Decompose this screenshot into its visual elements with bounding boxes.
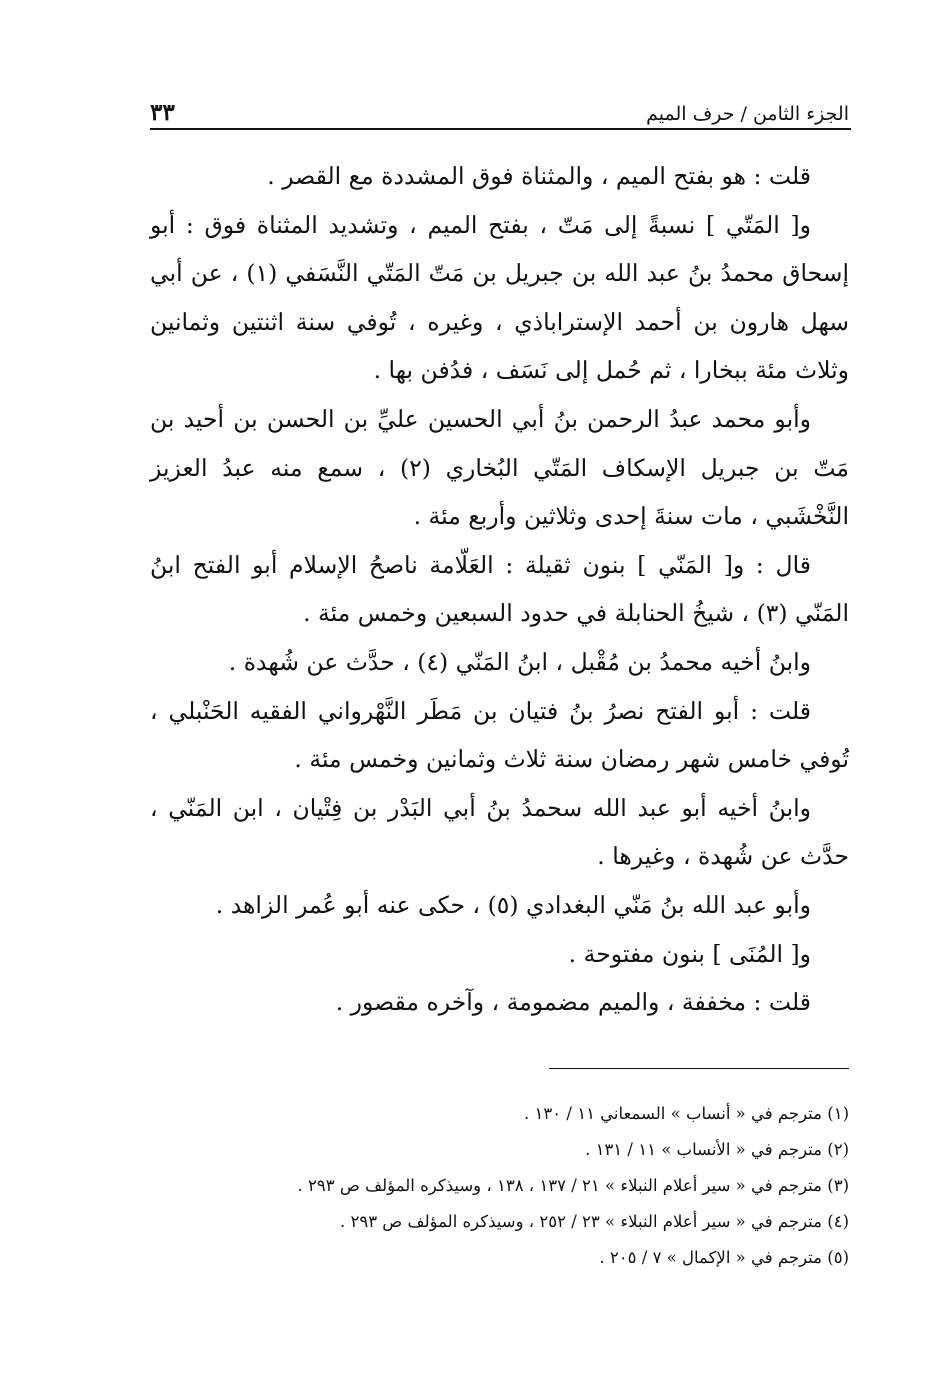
footnote-2: (٢) مترجم في « الأنساب » ١١ / ١٣١ . — [585, 1140, 849, 1159]
paragraph-6: قلت : أبو الفتح نصرُ بنُ فتيان بن مَطَر النَّهْرواني الفقيه الحَنْبلي ، تُوفي خامس شهر رمضان سنة ثلاث وثمانين وخمس مئة . — [150, 696, 849, 774]
footnotes — [150, 1096, 849, 1276]
paragraph-3: وأبو محمد عبدُ الرحمن بنُ أبي الحسين عليِّ بن الحسن بن أحيد بن مَتّ بن جبريل الإسكاف المَتّي البُخاري (٢) ، سمع منه عبدُ العزيز النَّخْشَبي ، مات سنةَ إحدى وثلاثين وأربع مئة . — [150, 404, 849, 531]
paragraph-7: وابنُ أخيه أبو عبد الله سحمدُ بنُ أبي البَدْر بن فِتْيان ، ابن المَنّي ، حدَّث عن شُهدة ، وغيرها . — [150, 793, 849, 871]
paragraph-5: وابنُ أخيه محمدُ بن مُقْبل ، ابنُ المَنّي (٤) ، حدَّث عن شُهدة . — [228, 647, 811, 676]
paragraph-4: قال : و[ المَنّي ] بنون ثقيلة : العَلّامة ناصحُ الإسلام أبو الفتح ابنُ المَنّي (٣) ، شيخُ الحنابلة في حدود السبعين وخمس مئة . — [150, 550, 849, 628]
page-number: ٣٣ — [150, 99, 175, 126]
header-rule — [150, 128, 851, 130]
footnote-rule — [549, 1068, 849, 1069]
page-header — [150, 84, 849, 124]
body-text — [150, 152, 849, 1027]
paragraph-9: و[ المُنَى ] بنون مفتوحة . — [568, 939, 811, 968]
footnote-4: (٤) مترجم في « سير أعلام النبلاء » ٢٣ / ٢٥٢ ، وسيذكره المؤلف ص ٢٩٣ . — [339, 1212, 849, 1231]
footnote-5: (٥) مترجم في « الإكمال » ٧ / ٢٠٥ . — [599, 1248, 849, 1267]
paragraph-2: و[ المَتّي ] نسبةً إلى مَتّ ، بفتح الميم ، وتشديد المثناة فوق : أبو إسحاق محمدُ بنُ عبد الله بن جبريل بن مَتّ المَتّي النَّسَفي (١) ، عن أبي سهل هارون بن أحمد الإستراباذي ، وغيره ، تُوفي سنة اثنتين وثمانين وثلاث مئة ببخارا ، ثم حُمل إلى نَسَف ، فدُفن بها . — [150, 210, 849, 385]
paragraph-1: قلت : هو بفتح الميم ، والمثناة فوق المشددة مع القصر . — [267, 162, 811, 190]
footnote-1: (١) مترجم في « أنساب » السمعاني ١١ / ١٣٠ . — [524, 1104, 849, 1123]
footnote-3: (٣) مترجم في « سير أعلام النبلاء » ٢١ / ١٣٧ ، ١٣٨ ، وسيذكره المؤلف ص ٢٩٣ . — [297, 1176, 849, 1195]
paragraph-10: قلت : مخففة ، والميم مضمومة ، وآخره مقصور . — [335, 988, 811, 1017]
paragraph-8: وأبو عبد الله بنُ مَنّي البغدادي (٥) ، حكى عنه أبو عُمر الزاهد . — [215, 890, 811, 919]
running-head: الجزء الثامن / حرف الميم — [646, 103, 849, 125]
